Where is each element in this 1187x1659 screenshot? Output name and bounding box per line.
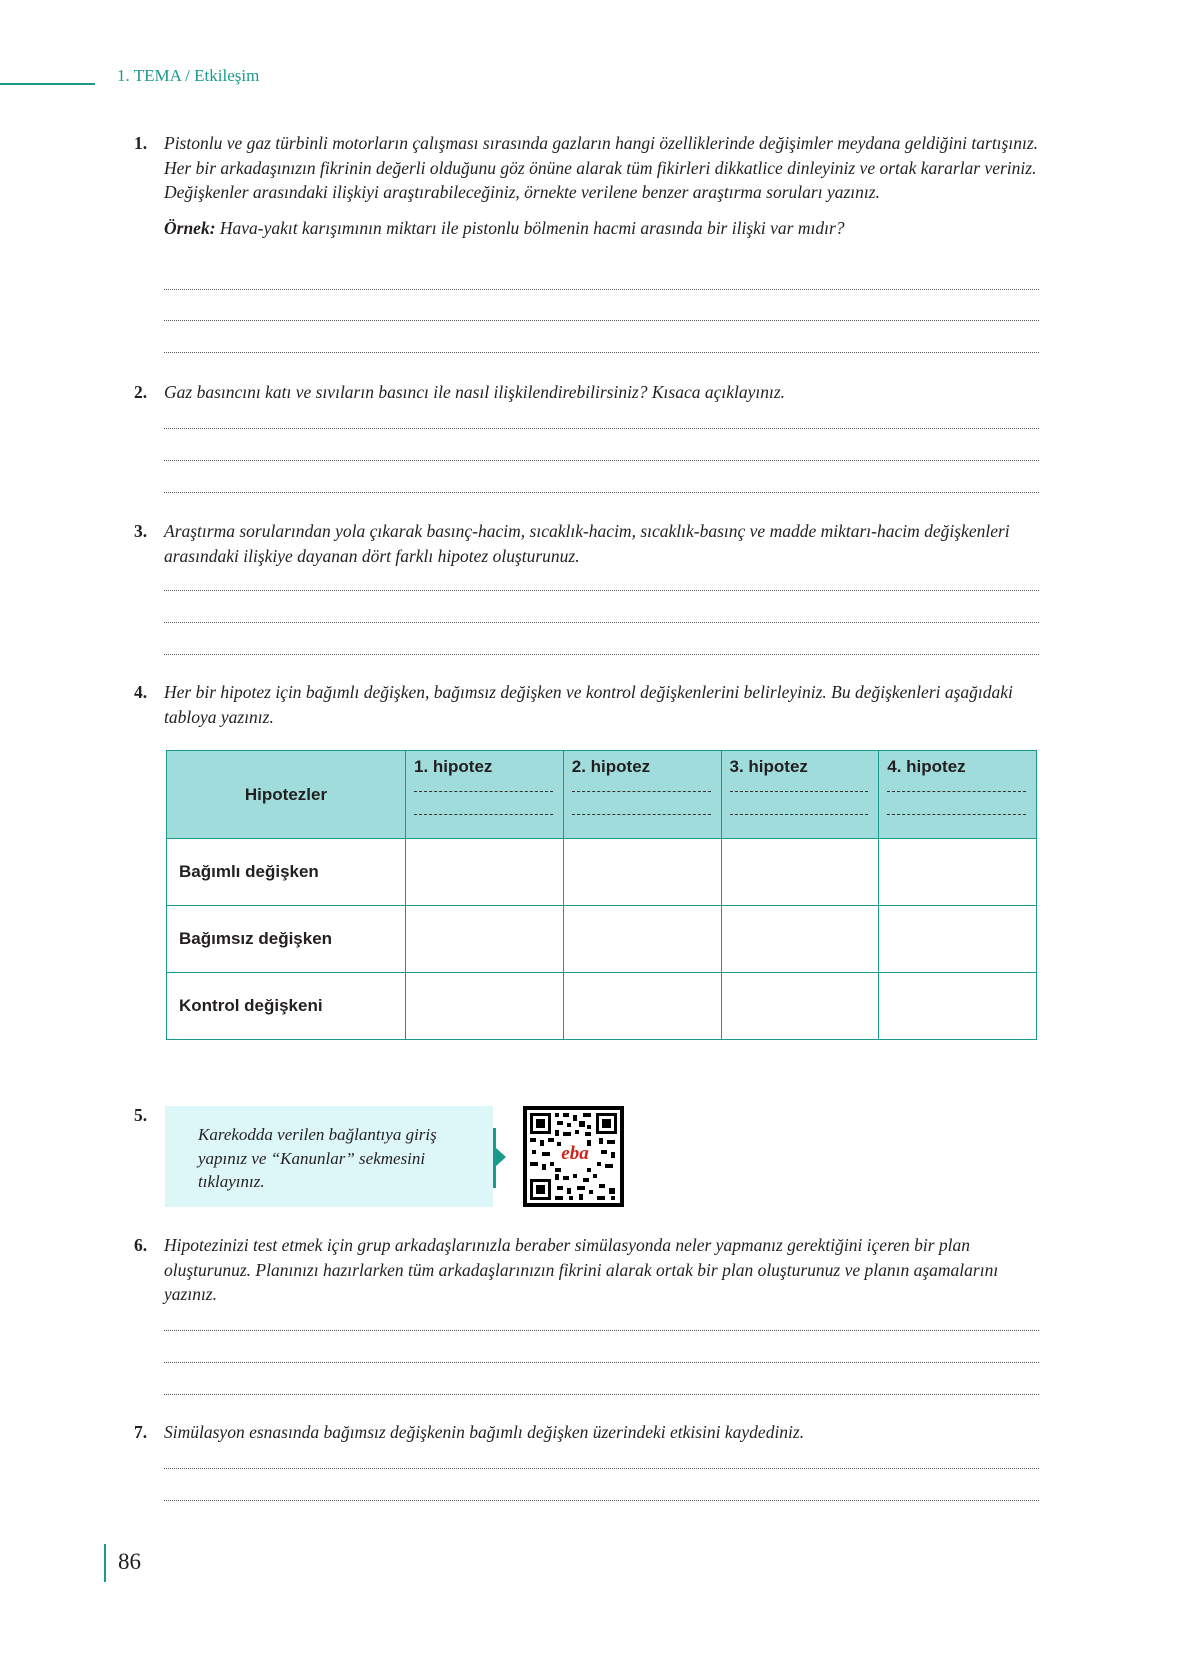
answer-cell[interactable] — [721, 839, 879, 906]
row-label: Bağımsız değişken — [167, 906, 406, 973]
answer-cell[interactable] — [721, 906, 879, 973]
answer-cell[interactable] — [406, 839, 564, 906]
answer-line[interactable] — [164, 1330, 1039, 1331]
fill-line[interactable] — [414, 814, 553, 815]
qr-logo: eba — [561, 1143, 589, 1164]
answer-cell[interactable] — [879, 906, 1037, 973]
row-label: Bağımlı değişken — [167, 839, 406, 906]
fill-line[interactable] — [572, 814, 711, 815]
question-number: 1. — [134, 133, 148, 153]
answer-line[interactable] — [164, 1468, 1039, 1469]
answer-cell[interactable] — [721, 973, 879, 1040]
table-row — [167, 906, 1037, 973]
fill-line[interactable] — [414, 791, 553, 792]
table-header-row — [167, 751, 1037, 839]
question-number: 7. — [134, 1422, 148, 1442]
question-number: 4. — [134, 682, 148, 702]
question-text: Her bir hipotez için bağımlı değişken, bağımsız değişken ve kontrol değişkenlerini belirleyiniz. Bu değişkenleri aşağıdaki tabloya yazınız. — [164, 682, 1013, 727]
answer-line[interactable] — [164, 1500, 1039, 1501]
answer-cell[interactable] — [563, 906, 721, 973]
question-text: Simülasyon esnasında bağımsız değişkenin bağımlı değişken üzerindeki etkisini kaydediniz. — [164, 1422, 805, 1442]
instruction-text: Karekodda verilen bağlantıya giriş yapınız ve “Kanunlar” sekmesini tıklayınız. — [198, 1125, 437, 1191]
hypothesis-table — [166, 750, 1037, 1040]
row-label: Kontrol değişkeni — [167, 973, 406, 1040]
answer-line[interactable] — [164, 622, 1039, 623]
answer-cell[interactable] — [879, 839, 1037, 906]
answer-line[interactable] — [164, 492, 1039, 493]
question-number: 6. — [134, 1235, 148, 1255]
example-label: Örnek: — [164, 217, 216, 238]
answer-line[interactable] — [164, 1362, 1039, 1363]
fill-line[interactable] — [730, 814, 869, 815]
fill-line[interactable] — [730, 791, 869, 792]
instruction-box — [165, 1106, 493, 1207]
table-row — [167, 973, 1037, 1040]
answer-cell[interactable] — [406, 973, 564, 1040]
example — [164, 216, 1039, 241]
fill-line[interactable] — [887, 814, 1026, 815]
arrow-right-icon — [496, 1148, 506, 1166]
qr-code[interactable] — [523, 1106, 624, 1207]
question-text: Gaz basıncını katı ve sıvıların basıncı ile nasıl ilişkilendirebilirsiniz? Kısaca açıklayınız. — [164, 382, 786, 402]
column-header-4[interactable]: 4. hipotez — [879, 751, 1037, 839]
fill-line[interactable] — [572, 791, 711, 792]
question-number: 5. — [134, 1105, 148, 1125]
answer-cell[interactable] — [563, 973, 721, 1040]
table-row — [167, 839, 1037, 906]
answer-line[interactable] — [164, 289, 1039, 290]
page-number: 86 — [118, 1549, 141, 1574]
answer-line[interactable] — [164, 428, 1039, 429]
question-number: 3. — [134, 521, 148, 541]
question-text: Araştırma sorularından yola çıkarak basınç-hacim, sıcaklık-hacim, sıcaklık-basınç ve madde miktarı-hacim değişkenleri arasındaki ilişkiye dayanan dört farklı hipotez oluşturunuz. — [164, 521, 1010, 566]
column-header-1[interactable]: 1. hipotez — [406, 751, 564, 839]
row-header-cell: Hipotezler — [167, 751, 406, 839]
question-text: Hipotezinizi test etmek için grup arkadaşlarınızla beraber simülasyonda neler yapmanız gerektiğini içeren bir plan oluşturunuz. Planınızı hazırlarken tüm arkadaşlarınızın fikrini alarak ortak bir plan oluşturunuz ve planın aşamalarını yazınız. — [164, 1235, 999, 1304]
answer-line[interactable] — [164, 590, 1039, 591]
question-text: Pistonlu ve gaz türbinli motorların çalışması sırasında gazların hangi özelliklerinde değişimler meydana geldiğini tartışınız. Her bir arkadaşınızın fikrinin değerli olduğunu göz önüne alarak tüm fikirleri dikkatlice dinleyiniz ve ortak kararlar veriniz. Değişkenler arasındaki ilişkiyi araştırabileceğiniz, örnekte verilene benzer araştırma soruları yazınız. Örnek: Hava-yakıt karışımının miktarı ile pistonlu bölmenin hacmi arasında bir ilişki var mıdır? — [164, 131, 1039, 240]
header-title: 1. TEMA / Etkileşim — [117, 66, 260, 85]
answer-cell[interactable] — [879, 973, 1037, 1040]
answer-cell[interactable] — [406, 906, 564, 973]
column-header-2[interactable]: 2. hipotez — [563, 751, 721, 839]
answer-line[interactable] — [164, 654, 1039, 655]
answer-cell[interactable] — [563, 839, 721, 906]
question-number: 2. — [134, 382, 148, 402]
answer-line[interactable] — [164, 352, 1039, 353]
page-number-bar — [104, 1544, 106, 1582]
fill-line[interactable] — [887, 791, 1026, 792]
answer-line[interactable] — [164, 460, 1039, 461]
answer-line[interactable] — [164, 1394, 1039, 1395]
example-text: Hava-yakıt karışımının miktarı ile pistonlu bölmenin hacmi arasında bir ilişki var mıdır? — [219, 217, 845, 238]
answer-line[interactable] — [164, 320, 1039, 321]
header-rule — [0, 83, 95, 85]
column-header-3[interactable]: 3. hipotez — [721, 751, 879, 839]
